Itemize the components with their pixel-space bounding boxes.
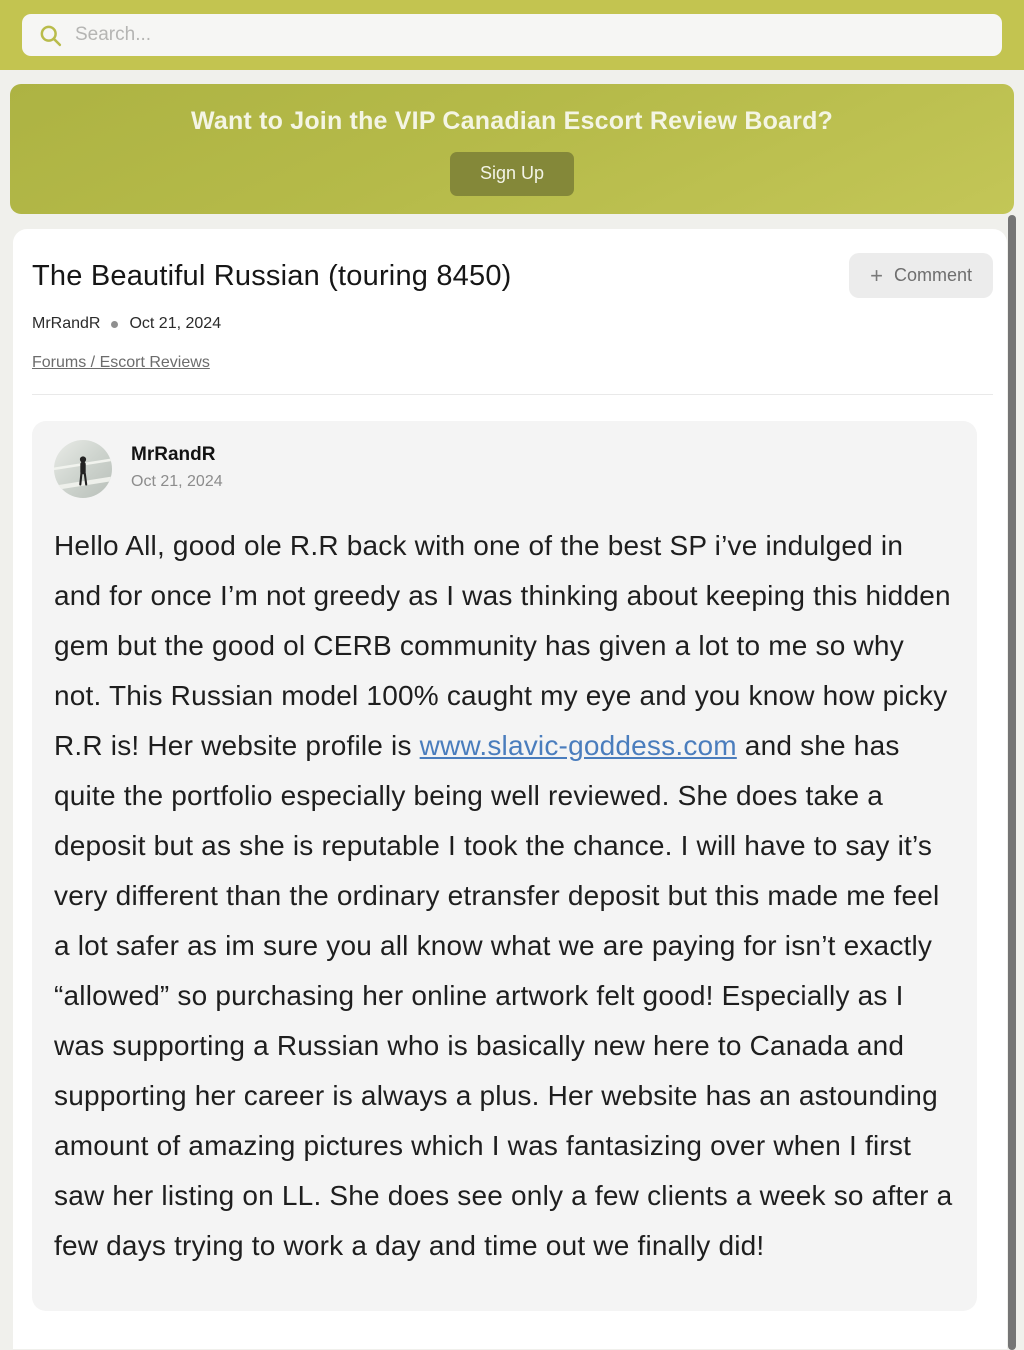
thread-date: Oct 21, 2024 [129,315,222,332]
post-author-name: MrRandR [131,444,216,465]
section-divider [32,394,993,395]
post-author-block [131,440,223,498]
post-card [32,421,977,1311]
vip-banner [10,84,1014,214]
post-body-link[interactable]: www.slavic-goddess.com [419,730,737,761]
thread-meta [32,315,993,333]
thread-title: The Beautiful Russian (touring 8450) [32,260,512,292]
thread-author: MrRandR [32,315,101,332]
meta-separator-dot [111,321,118,328]
search-box[interactable] [22,14,1002,56]
comment-button[interactable] [849,253,993,298]
post-body: Hello All, good ole R.R back with one of the best SP i’ve indulged in and for once I’m not greedy as I was thinking about keeping this hidden gem but the good ol CERB community has given a lot to me so why not. This Russian model 100% caught my eye and you know how picky R.R is! Her website profile is www.slavic-goddess.com and she has quite the portfolio especially being well reviewed. She does take a deposit but as she is reputable I took the chance. I will have to say it’s very different than the ordinary etransfer deposit but this made me feel a lot safer as im sure you all know what we are paying for isn’t exactly “allowed” so purchasing her online artwork felt good! Especially as I was supporting a Russian who is basically new here to Canada and supporting her career is always a plus. Her website has an astounding amount of amazing pictures which I was fantasizing over when I first saw her listing on LL. She does see only a few clients a week so after a few days trying to work a day and time out we finally did! [54,530,953,1261]
banner-heading: Want to Join the VIP Canadian Escort Review Board? [190,107,834,135]
post-date: Oct 21, 2024 [131,473,223,490]
sign-up-button[interactable]: Sign Up [450,152,574,196]
top-search-bar [0,0,1024,70]
avatar[interactable] [54,440,112,498]
post-header [54,440,955,498]
plus-icon: + [870,262,883,288]
person-walking-photo-icon [54,440,112,498]
search-input[interactable] [75,24,986,46]
thread-card [13,229,1007,1349]
vertical-scrollbar[interactable] [1008,215,1016,1350]
breadcrumb[interactable]: Forums / Escort Reviews [32,354,210,371]
title-row [32,253,993,298]
comment-button-label: Comment [893,265,972,285]
search-icon [38,23,63,48]
